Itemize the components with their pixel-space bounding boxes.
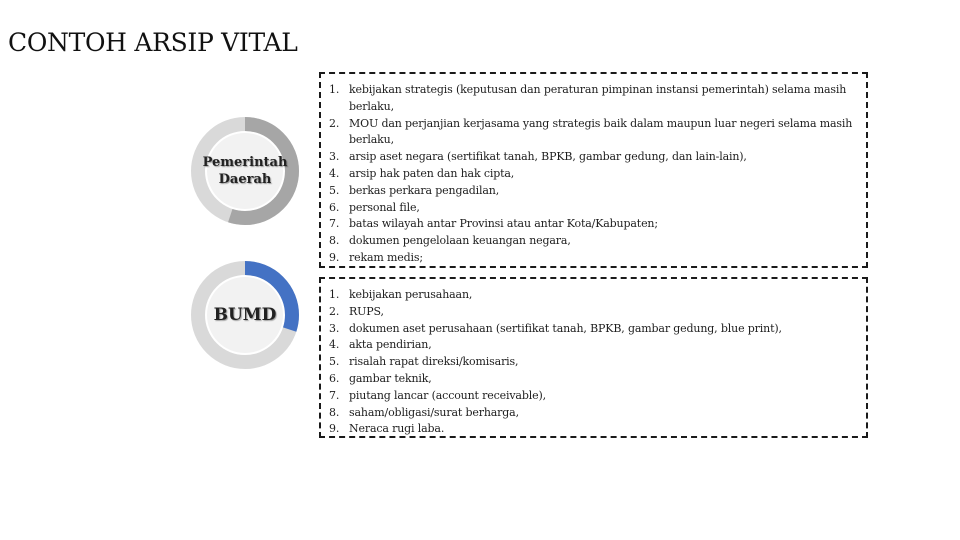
group-label-line2: Daerah [218, 172, 272, 187]
item-text: risalah rapat direksi/komisaris, [349, 355, 519, 369]
item-number: 1. [329, 83, 340, 96]
item-number: 2. [329, 304, 340, 318]
item-number: 9. [329, 422, 340, 436]
list-box-pemerintah-daerah [319, 72, 868, 268]
list-item [329, 166, 866, 183]
list-item [329, 250, 866, 267]
item-list-pemerintah-daerah [321, 74, 866, 267]
item-text: piutang lancar (account receivable), [349, 388, 546, 402]
item-text: rekam medis; [349, 250, 423, 264]
donut-bumd [190, 260, 300, 370]
item-number: 2. [329, 116, 340, 130]
list-item [329, 337, 866, 354]
list-item [329, 405, 866, 422]
item-text: arsip aset negara (sertifikat tanah, BPKB, gambar gedung, dan lain-lain), [349, 150, 747, 164]
item-text: saham/obligasi/surat berharga, [349, 405, 519, 419]
item-text: berkas perkara pengadilan, [349, 183, 500, 197]
list-item [329, 149, 866, 166]
item-number: 8. [329, 405, 340, 419]
item-number: 1. [329, 288, 340, 301]
item-number: 3. [329, 150, 340, 164]
item-text: batas wilayah antar Provinsi atau antar Kota/Kabupaten; [349, 217, 658, 231]
item-text: Neraca rugi laba. [349, 422, 445, 436]
item-number: 3. [329, 321, 340, 335]
item-number: 6. [329, 371, 340, 385]
list-item [329, 233, 866, 250]
list-item [329, 183, 866, 200]
item-number: 4. [329, 338, 340, 352]
item-text: MOU dan perjanjian kerjasama yang strategis baik dalam maupun luar negeri selama masih berlaku, [349, 116, 853, 147]
item-list-bumd [321, 279, 866, 438]
list-box-bumd [319, 277, 868, 438]
item-text: personal file, [349, 200, 420, 214]
list-item [329, 216, 866, 233]
list-item [329, 287, 866, 304]
item-text: dokumen aset perusahaan (sertifikat tanah, BPKB, gambar gedung, blue print), [349, 321, 782, 335]
group-label-line1: Pemerintah [202, 155, 288, 170]
item-number: 9. [329, 250, 340, 264]
item-text: kebijakan perusahaan, [349, 288, 473, 301]
list-item [329, 321, 866, 338]
list-item [329, 82, 866, 116]
item-number: 5. [329, 355, 340, 369]
item-text: akta pendirian, [349, 338, 432, 352]
item-number: 6. [329, 200, 340, 214]
slide-title: CONTOH ARSIP VITAL [8, 28, 298, 57]
item-number: 7. [329, 217, 340, 231]
item-number: 7. [329, 388, 340, 402]
item-text: kebijakan strategis (keputusan dan peraturan pimpinan instansi pemerintah) selama masih berlaku, [349, 83, 847, 113]
group-label-pemerintah-daerah [200, 154, 290, 188]
item-text: dokumen pengelolaan keuangan negara, [349, 234, 571, 248]
list-item [329, 371, 866, 388]
list-item [329, 200, 866, 217]
item-text: gambar teknik, [349, 371, 432, 385]
group-label-bumd: BUMD [213, 305, 277, 325]
item-text: arsip hak paten dan hak cipta, [349, 166, 515, 180]
list-item [329, 421, 866, 438]
item-number: 5. [329, 183, 340, 197]
list-item [329, 388, 866, 405]
item-text: RUPS, [349, 304, 384, 318]
item-number: 4. [329, 166, 340, 180]
list-item [329, 304, 866, 321]
list-item [329, 116, 866, 150]
list-item [329, 354, 866, 371]
item-number: 8. [329, 234, 340, 248]
donut-pemerintah-daerah [190, 116, 300, 226]
